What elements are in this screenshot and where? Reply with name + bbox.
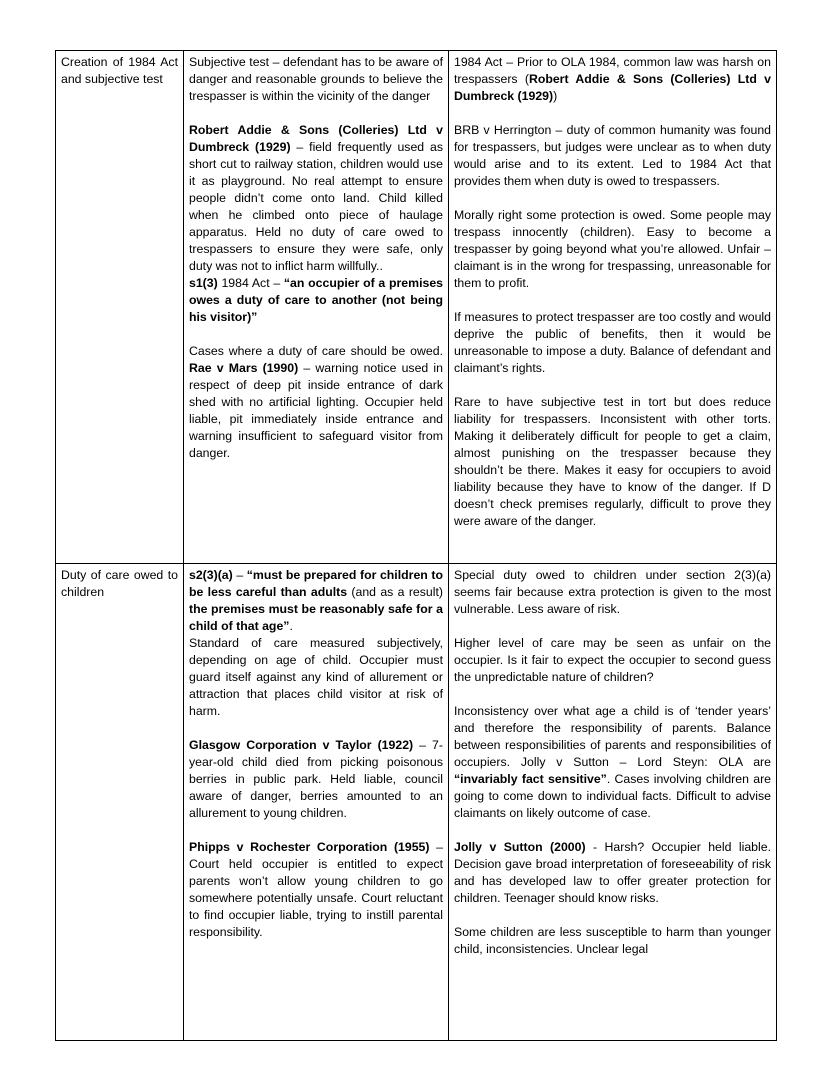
bold-segment: Glasgow Corporation v Taylor (1922) xyxy=(189,738,414,752)
text-segment: Higher level of care may be seen as unfair on the occupier. Is it fair to expect the occupier to second guess the unpredictable nature of children? xyxy=(454,636,771,684)
paragraph xyxy=(454,377,771,394)
text-segment: Special duty owed to children under section 2(3)(a) seems fair because extra protection is given to the most vulnerable. Less aware of risk. xyxy=(454,568,771,616)
paragraph xyxy=(454,686,771,703)
topic-cell xyxy=(56,51,184,564)
paragraph xyxy=(454,394,771,530)
bold-segment: Robert Addie & Sons (Colleries) Ltd v Dumbreck (1929) xyxy=(454,72,771,103)
text-segment: Cases where a duty of care should be owed. xyxy=(189,344,443,358)
paragraph xyxy=(454,839,771,907)
text-segment: – Court held occupier is entitled to expect parents won’t allow young children to go somewhere potentially unsafe. Court reluctant to find occupier liable, trying to instill parental responsibility. xyxy=(189,840,443,939)
paragraph xyxy=(454,105,771,122)
paragraph xyxy=(454,54,771,105)
detail-cell xyxy=(184,564,449,1041)
table-row xyxy=(56,51,777,564)
paragraph xyxy=(189,122,443,275)
paragraph xyxy=(189,839,443,941)
bold-segment: Phipps v Rochester Corporation (1955) xyxy=(189,840,430,854)
paragraph xyxy=(189,822,443,839)
topic-text: Creation of 1984 Act and subjective test xyxy=(61,55,178,86)
text-segment: . xyxy=(289,619,293,633)
paragraph xyxy=(454,618,771,635)
paragraph xyxy=(189,275,443,326)
text-segment: – field frequently used as short cut to railway station, children would use it as playground. No real attempt to ensure people didn’t come onto land. Child killed when he climbed onto piece of haulage apparatus. Held no duty of care owed to trespassers to ensure they were safe, only duty was not to inflict harm willfully.. xyxy=(189,140,443,273)
text-segment: . Cases involving children are going to come down to individual facts. Difficult to advise claimants on likely outcome of case. xyxy=(454,772,772,820)
topic-text: Duty of care owed to children xyxy=(61,568,178,599)
text-segment: If measures to protect trespasser are too costly and would deprive the public of benefits, then it would be unreasonable to impose a duty. Balance of defendant and claimant’s rights. xyxy=(454,310,771,375)
bold-segment: the premises must be reasonably safe for a child of that age” xyxy=(189,602,443,633)
text-segment: Standard of care measured subjectively, depending on age of child. Occupier must guard itself against any kind of allurement or attraction that places child visitor at risk of harm. xyxy=(189,636,443,718)
text-segment: (and as a result) xyxy=(347,585,443,599)
text-segment: - Harsh? Occupier held liable. Decision gave broad interpretation of foreseeability of risk and has developed law to offer greater protection for children. Teenager should know risks. xyxy=(454,840,771,905)
paragraph xyxy=(189,567,443,635)
paragraph xyxy=(189,54,443,105)
text-segment: – xyxy=(232,568,247,582)
paragraph xyxy=(454,703,771,822)
table-row xyxy=(56,564,777,1041)
text-segment: – 7-year-old child died from picking poisonous berries in public park. Held liable, council aware of danger, berries amounted to an allurement to young children. xyxy=(189,738,443,820)
text-segment: ) xyxy=(553,89,558,103)
commentary-cell xyxy=(449,564,777,1041)
bold-segment: s1(3) xyxy=(189,276,218,290)
text-segment: BRB v Herrington – duty of common humanity was found for trespassers, but judges were unclear as to when duty would arise and to its extent. Led to 1984 Act that provides them when duty is owed to trespassers. xyxy=(454,123,771,188)
paragraph xyxy=(454,567,771,618)
commentary-cell xyxy=(449,51,777,564)
notes-table-body xyxy=(56,51,777,1041)
text-segment: Morally right some protection is owed. Some people may trespass innocently (children). Easy to become a trespasser by going beyond what you’re allowed. Unfair – claimant is in the wrong for trespassing, unreasonable for them to profit. xyxy=(454,208,771,290)
bold-segment: Jolly v Sutton (2000) xyxy=(454,840,586,854)
text-segment: Inconsistency over what age a child is of ‘tender years’ and therefore the responsibility of parents. Balance between responsibilities of parents and responsibilities of occupiers. Jolly v Sutton – Lord Steyn: OLA are xyxy=(454,704,771,769)
bold-segment: s2(3)(a) xyxy=(189,568,233,582)
paragraph xyxy=(454,822,771,839)
paragraph xyxy=(454,122,771,190)
bold-segment: “an occupier of a premises owes a duty of care to another (not being his visitor)” xyxy=(189,276,443,324)
bold-segment: Rae v Mars (1990) xyxy=(189,361,299,375)
detail-cell xyxy=(184,51,449,564)
paragraph xyxy=(454,190,771,207)
text-segment: 1984 Act – Prior to OLA 1984, common law was harsh on trespassers ( xyxy=(454,55,771,86)
paragraph xyxy=(189,326,443,343)
paragraph xyxy=(454,907,771,924)
paragraph xyxy=(189,635,443,720)
text-segment: Some children are less susceptible to harm than younger child, inconsistencies. Unclear legal xyxy=(454,925,771,956)
notes-table xyxy=(55,50,777,1041)
text-segment: Subjective test – defendant has to be aware of danger and reasonable grounds to believe the trespasser is within the vicinity of the danger xyxy=(189,55,443,103)
paragraph xyxy=(454,924,771,958)
paragraph xyxy=(454,635,771,686)
bold-segment: Robert Addie & Sons (Colleries) Ltd v Dumbreck (1929) xyxy=(189,123,443,154)
bold-segment: “invariably fact sensitive” xyxy=(454,772,607,786)
text-segment: 1984 Act – xyxy=(217,276,284,290)
text-segment: – warning notice used in respect of deep pit inside entrance of dark shed with no artificial lighting. Occupier held liable, pit immediately inside entrance and warning insufficient to safeguard visitor from danger. xyxy=(189,361,443,460)
paragraph xyxy=(454,309,771,377)
paragraph xyxy=(189,105,443,122)
topic-cell xyxy=(56,564,184,1041)
paragraph xyxy=(189,720,443,737)
bold-segment: “must be prepared for children to be less careful than adults xyxy=(189,568,443,599)
paragraph xyxy=(454,292,771,309)
paragraph xyxy=(454,207,771,292)
paragraph xyxy=(189,737,443,822)
paragraph xyxy=(189,343,443,462)
text-segment: Rare to have subjective test in tort but does reduce liability for trespassers. Inconsistent with other torts. Making it deliberately difficult for people to get a claim, almost punishing on the trespasser because they shouldn’t be there. Makes it easy for occupiers to avoid liability because they have to know of the danger. If D doesn’t check premises regularly, difficult to prove they were aware of the danger. xyxy=(454,395,771,528)
